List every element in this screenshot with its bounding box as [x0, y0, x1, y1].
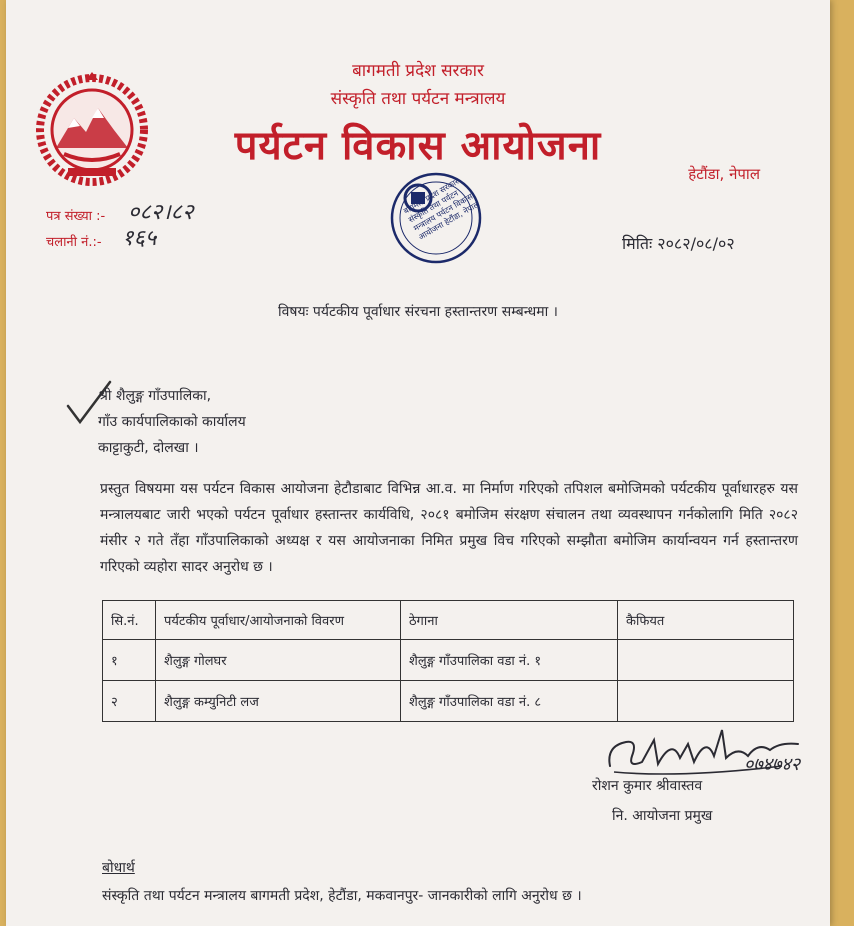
table-row — [103, 681, 794, 722]
recipient-line-3: काट्टाकुटी, दोलखा । — [98, 440, 199, 456]
header-address: ठेगाना — [401, 601, 618, 640]
table-row — [103, 640, 794, 681]
recipient-line-2: गाँउ कार्यपालिकाको कार्यालय — [98, 414, 246, 430]
cell-serial: २ — [103, 681, 156, 722]
header-serial: सि.नं. — [103, 601, 156, 640]
dispatch-number-value: १६५ — [122, 226, 157, 251]
cell-description: शैलुङ्ग कम्युनिटी लज — [156, 681, 401, 722]
ref-number-value: ०८२।८२ — [128, 200, 194, 225]
infrastructure-table — [102, 600, 794, 722]
letter-date: मितिः २०८२/०८/०२ — [622, 234, 735, 253]
cell-address: शैलुङ्ग गाँउपालिका वडा नं. ८ — [401, 681, 618, 722]
cc-title: बोधार्थ — [102, 860, 135, 876]
cc-text: संस्कृति तथा पर्यटन मन्त्रालय बागमती प्रदेश, हेटौंडा, मकवानपुर- जानकारीको लागि अनुरोध छ । — [102, 888, 582, 904]
letter-paper — [6, 0, 830, 926]
recipient-line-1: श्री शैलुङ्ग गाँउपालिका, — [98, 388, 212, 404]
header-description: पर्यटकीय पूर्वाधार/आयोजनाको विवरण — [156, 601, 401, 640]
header-remarks: कैफियत — [618, 601, 794, 640]
signature-date: ०७४७४२ — [744, 754, 801, 775]
cell-serial: १ — [103, 640, 156, 681]
signatory-designation: नि. आयोजना प्रमुख — [612, 808, 713, 824]
dispatch-number-label: चलानी नं.:- — [46, 235, 102, 250]
subject-line: विषयः पर्यटकीय पूर्वाधार संरचना हस्तान्तरण सम्बन्धमा । — [277, 304, 558, 320]
office-location: हेटौंडा, नेपाल — [688, 165, 760, 183]
table-header-row — [103, 601, 794, 640]
government-name: बागमती प्रदेश सरकार — [352, 61, 484, 81]
cell-remarks — [618, 640, 794, 681]
ministry-name: संस्कृति तथा पर्यटन मन्त्रालय — [330, 89, 506, 109]
cell-remarks — [618, 681, 794, 722]
signatory-name: रोशन कुमार श्रीवास्तव — [592, 778, 703, 794]
cell-description: शैलुङ्ग गोलघर — [156, 640, 401, 681]
cell-address: शैलुङ्ग गाँउपालिका वडा नं. १ — [401, 640, 618, 681]
office-stamp-text: बागमती प्रदेश सरकार संस्कृति तथा पर्यटन मन्त्रालय पर्यटन विकास आयोजना हेटौंडा, नेपाल — [402, 176, 481, 242]
ref-number-label: पत्र संख्या :- — [46, 209, 106, 224]
office-name: पर्यटन विकास आयोजना — [234, 123, 602, 169]
office-stamp — [386, 168, 486, 268]
letter-body: प्रस्तुत विषयमा यस पर्यटन विकास आयोजना हेटौडाबाट विभिन्न आ.व. मा निर्माण गरिएको तपिशल बमोजिमको पर्यटकीय पूर्वाधारहरु यस मन्त्रालयबाट जारी भएको पर्यटन पूर्वाधार हस्तान्तर कार्यविधि, २०८१ बमोजिम संरक्षण संचालन तथा व्यवस्थापन गर्नकोलागि मिति २०८२ मंसीर २ गते तँहा गाँउपालिकाको अध्यक्ष र यस आयोजनाका निमित प्रमुख विच गरिएको सम्झौता बमोजिम कार्यान्वयन गर्न हस्तान्तरण गरिएको व्यहोरा सादर अनुरोध छ । — [100, 481, 798, 575]
